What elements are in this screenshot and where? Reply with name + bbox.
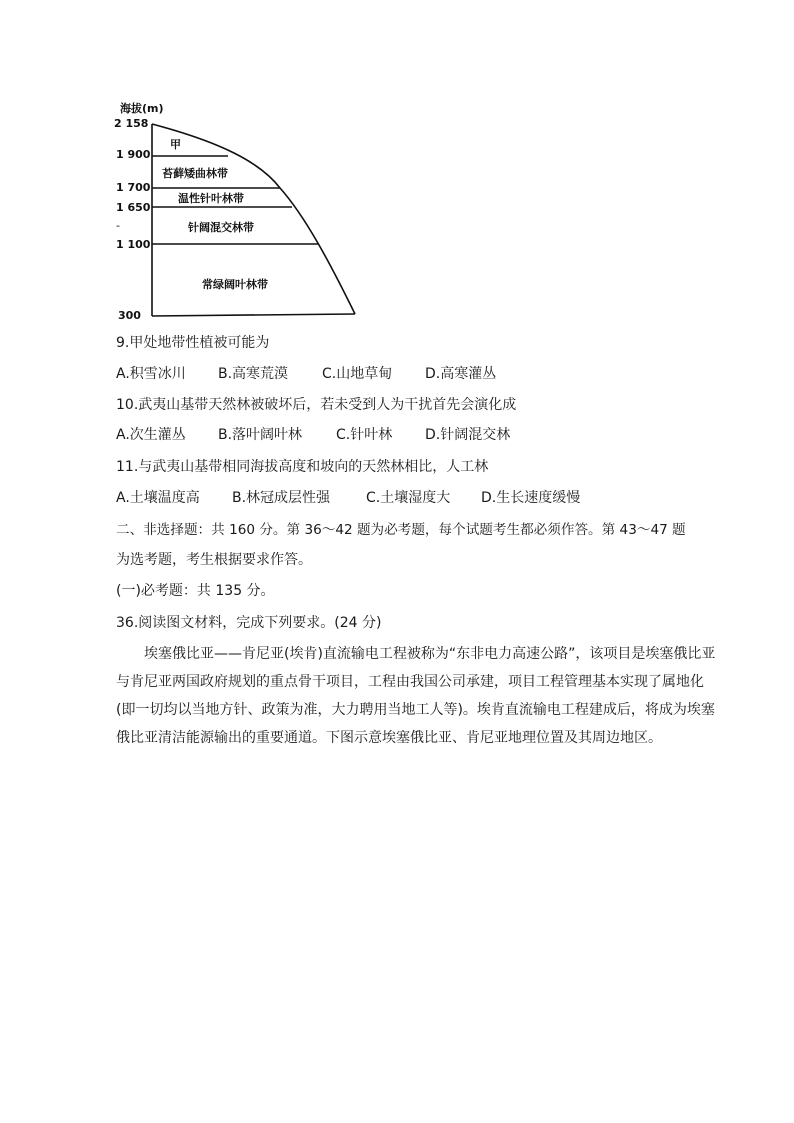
q11-option-d[interactable]: D.生长速度缓慢 xyxy=(481,490,581,506)
tick-300: 300 xyxy=(118,309,141,322)
q11-option-a[interactable]: A.土壤温度高 xyxy=(116,490,200,506)
zone-jia: 甲 xyxy=(170,138,181,151)
required-heading: (一)必考题：共 135 分。 xyxy=(116,583,275,599)
q10-option-a[interactable]: A.次生灌丛 xyxy=(116,427,186,443)
q11-stem: 11.与武夷山基带相同海拔高度和坡向的天然林相比，人工林 xyxy=(116,459,489,475)
q9-option-b[interactable]: B.高寒荒漠 xyxy=(218,366,289,382)
q9-option-d[interactable]: D.高寒灌丛 xyxy=(425,366,497,382)
q9-option-c[interactable]: C.山地草甸 xyxy=(322,366,393,382)
tick-1650: 1 650 xyxy=(116,201,151,214)
tick-1900: 1 900 xyxy=(116,148,151,161)
y-axis-label: 海拔(m) xyxy=(120,102,164,115)
q9-option-a[interactable]: A.积雪冰川 xyxy=(116,366,186,382)
stray-mark: - xyxy=(116,219,120,232)
q36-stem: 36.阅读图文材料，完成下列要求。(24 分) xyxy=(116,615,382,631)
zone-mixed-forest: 针阔混交林带 xyxy=(188,221,254,234)
q11-option-c[interactable]: C.土壤湿度大 xyxy=(366,490,451,506)
zone-temperate-conifer: 温性针叶林带 xyxy=(178,192,244,205)
section2-heading-line2: 为选考题，考生根据要求作答。 xyxy=(116,552,312,568)
tick-2158: 2 158 xyxy=(114,117,149,130)
base-line xyxy=(152,314,355,316)
altitude-zone-figure xyxy=(110,98,370,326)
q10-option-d[interactable]: D.针阔混交林 xyxy=(425,427,511,443)
tick-1700: 1 700 xyxy=(116,181,151,194)
q10-option-b[interactable]: B.落叶阔叶林 xyxy=(218,427,303,443)
zone-moss-krummholz: 苔藓矮曲林带 xyxy=(162,167,228,180)
q11-option-b[interactable]: B.林冠成层性强 xyxy=(232,490,331,506)
section2-heading-line1: 二、非选择题：共 160 分。第 36～42 题为必考题，每个试题考生都必须作答。第 43～47 题 xyxy=(116,522,686,538)
q10-option-c[interactable]: C.针叶林 xyxy=(336,427,393,443)
q36-material-paragraph: 埃塞俄比亚——肯尼亚(埃肯)直流输电工程被称为“东非电力高速公路”，该项目是埃塞俄比亚与肯尼亚两国政府规划的重点骨干项目，工程由我国公司承建，项目工程管理基本实现了属地化(即一切均以当地方针、政策为准，大力聘用当地工人等)。埃肯直流输电工程建成后，将成为埃塞俄比亚清洁能源输出的重要通道。下图示意埃塞俄比亚、肯尼亚地理位置及其周边地区。 xyxy=(116,646,716,746)
tick-1100: 1 100 xyxy=(116,238,151,251)
q10-stem: 10.武夷山基带天然林被破坏后，若未受到人为干扰首先会演化成 xyxy=(116,397,517,413)
zone-evergreen-broadleaf: 常绿阔叶林带 xyxy=(202,278,268,291)
q9-stem: 9.甲处地带性植被可能为 xyxy=(116,335,270,351)
